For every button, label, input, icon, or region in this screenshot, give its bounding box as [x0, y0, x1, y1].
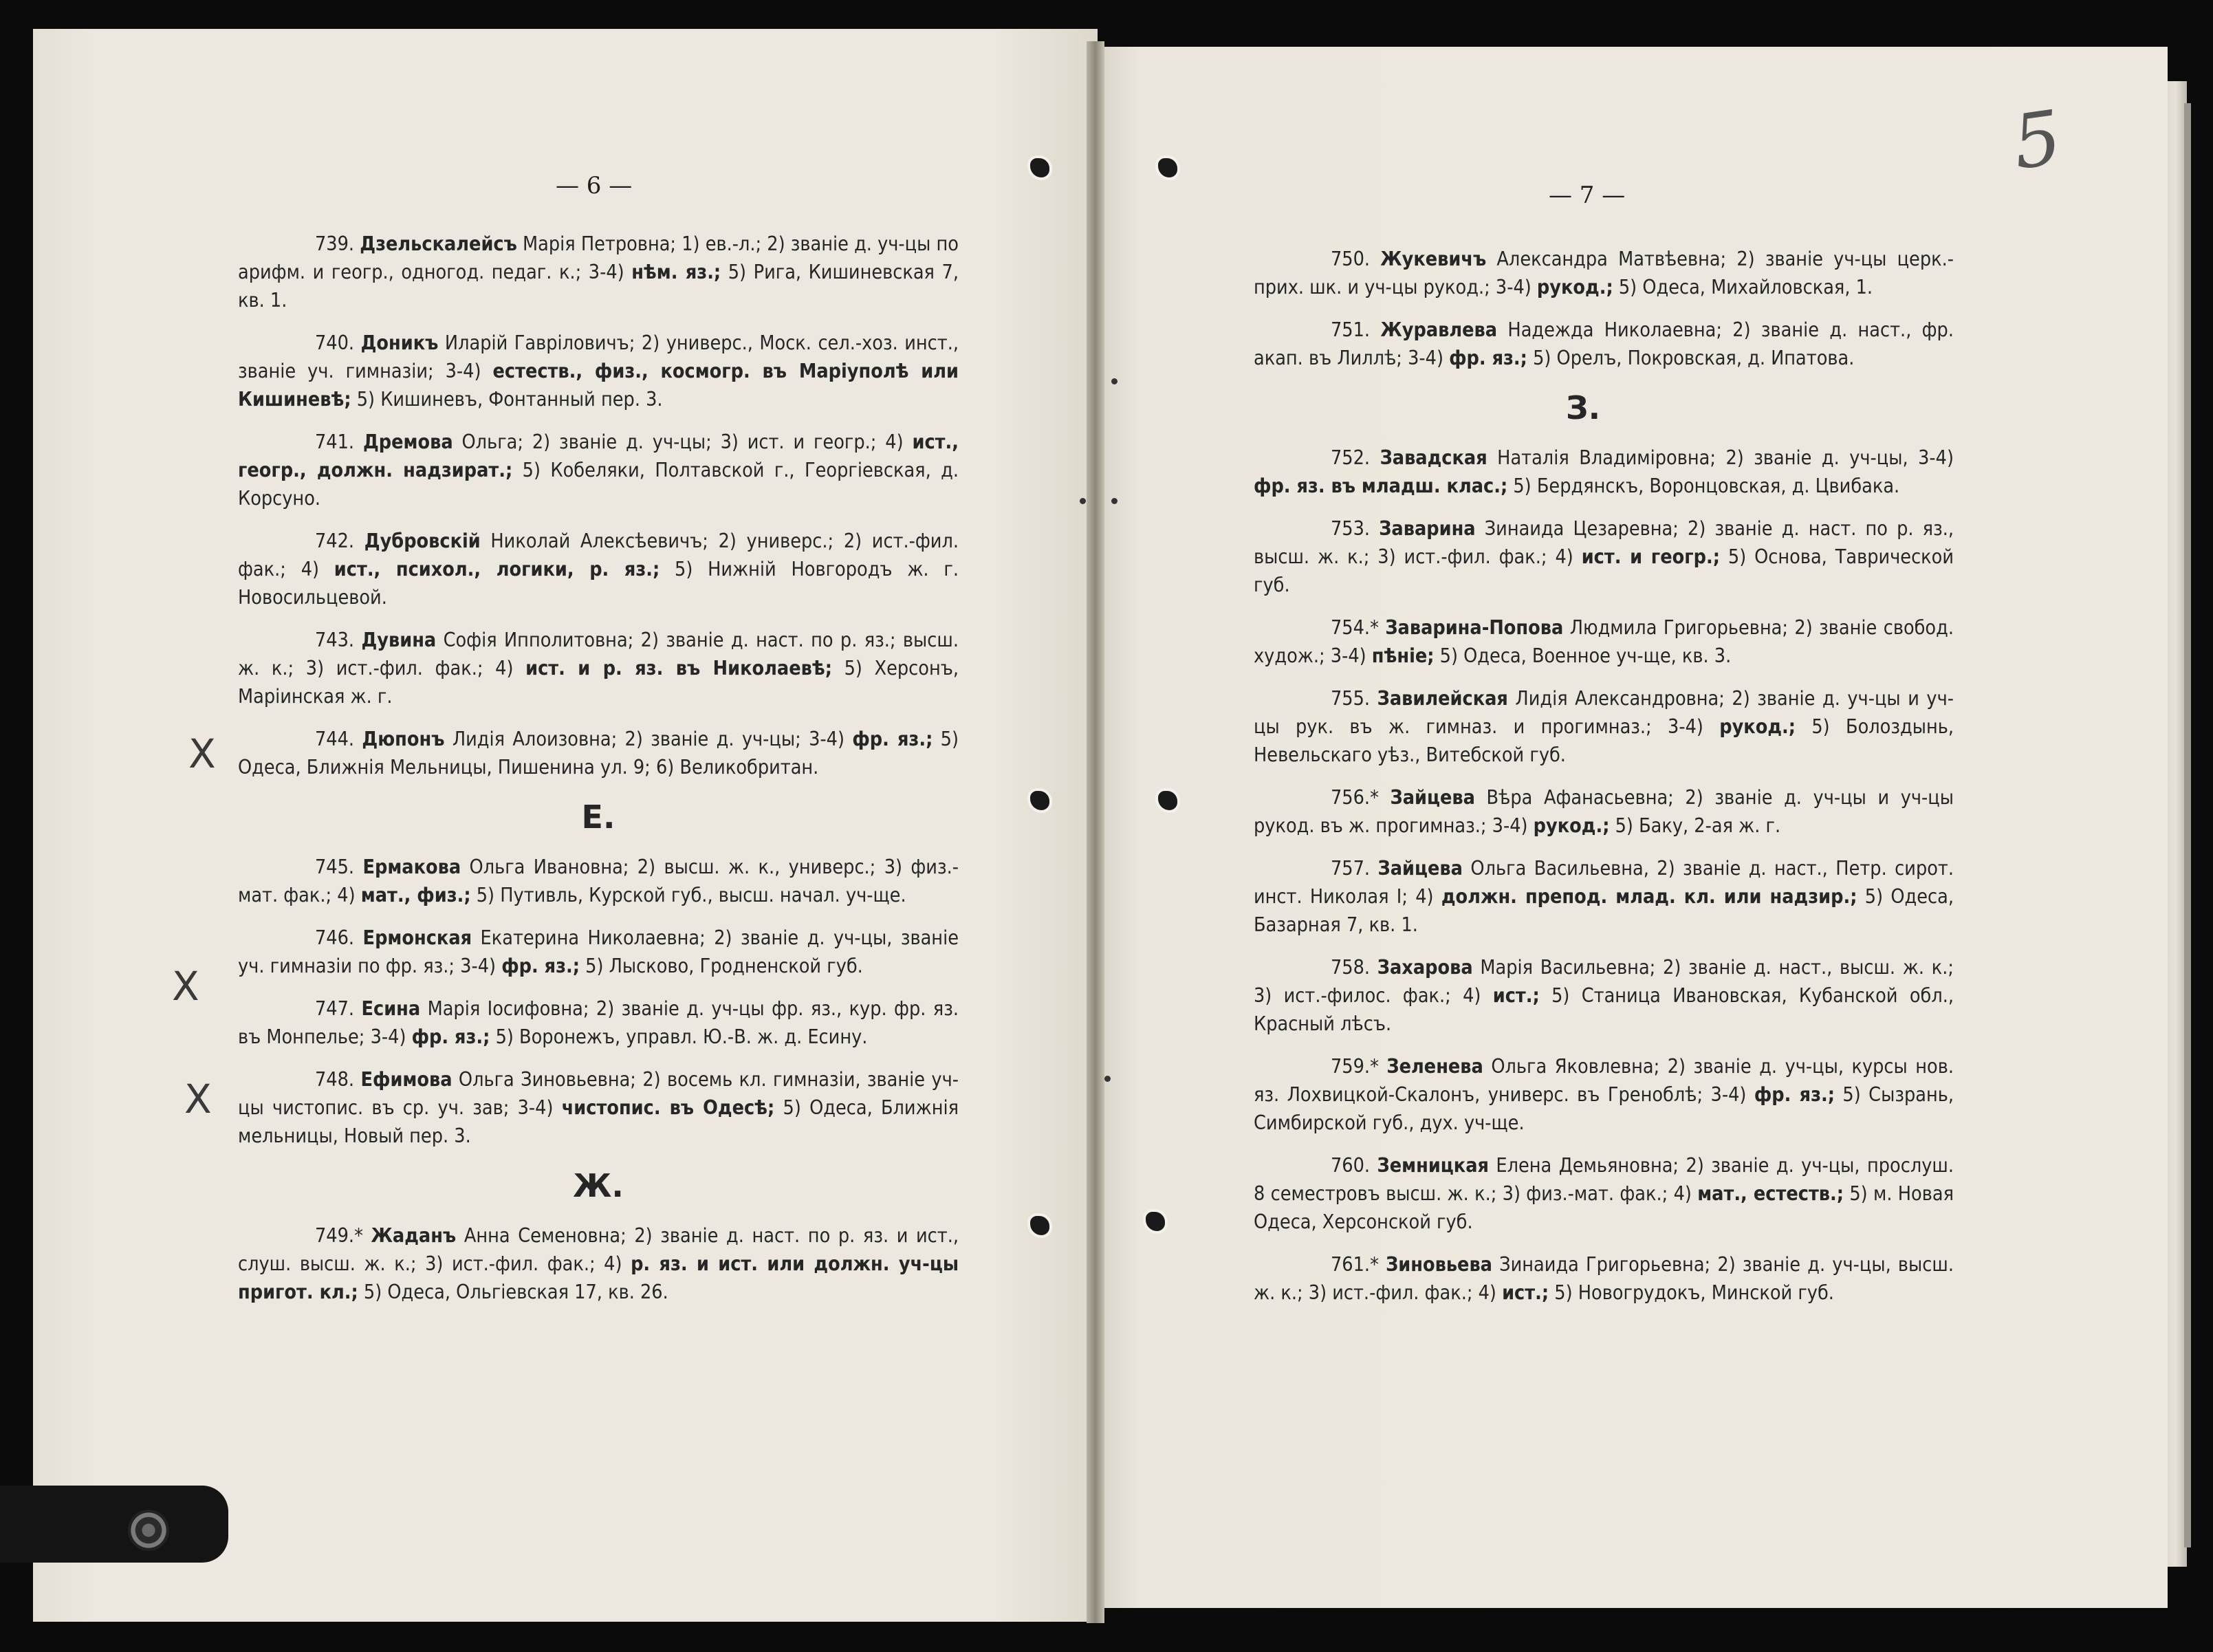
entry-address: 5) Лысково, Гродненской губ. — [580, 955, 863, 977]
entry-number: 743. — [315, 629, 355, 651]
entry-surname: Заварина-Попова — [1385, 616, 1564, 639]
section-heading-z: З. — [1566, 389, 1601, 426]
entry-surname: Ефимова — [360, 1068, 453, 1091]
entry-details: Марія Васильевна; 2) званіе д. наст., высш. ж. к.; 3) ист.-филос. фак.; 4) — [1254, 956, 1954, 1007]
entry-number: 757. — [1331, 857, 1371, 880]
entry-subjects: фр. яз.; — [1449, 347, 1527, 369]
entry-details: Надежда Николаевна; 2) званіе д. наст., фр. акап. въ Лиллѣ; 3-4) — [1254, 318, 1954, 369]
left-page-text-column — [238, 230, 959, 1320]
entry-address: 5) Одеса, Ближнія мельницы, Новый пер. 3. — [238, 1096, 959, 1147]
entry-surname: Зайцева — [1390, 786, 1475, 809]
entry-details: Зинаида Григорьевна; 2) званіе д. уч-цы, высш. ж. к.; 3) ист.-фил. фак.; 4) — [1254, 1253, 1954, 1304]
entry-subjects: мат., физ.; — [360, 884, 471, 906]
entry-address: 5) м. Новая Одеса, Херсонской губ. — [1254, 1182, 1954, 1233]
register-entry — [1254, 1250, 1954, 1307]
entry-subjects: фр. яз.; — [411, 1025, 490, 1048]
page-number-right: — 7 — — [1549, 182, 1626, 209]
entry-subjects: ист.; — [1502, 1281, 1549, 1304]
register-entry — [238, 230, 959, 314]
entry-number: 748. — [315, 1068, 355, 1091]
entry-subjects: фр. яз. въ младш. клас.; — [1254, 475, 1508, 497]
register-entry — [1254, 245, 1954, 301]
entry-details: Ольга; 2) званіе д. уч-цы; 3) ист. и геогр.; 4) — [453, 431, 913, 453]
entry-details: Наталія Владиміровна; 2) званіе д. уч-цы, 3-4) — [1487, 446, 1954, 469]
entry-number: 749.* — [315, 1224, 363, 1247]
entry-number: 761.* — [1331, 1253, 1379, 1276]
entry-details: Марія Петровна; 1) ев.-л.; 2) званіе д. уч-цы по арифм. и геогр., одногод. педаг. к.; 3-4) — [238, 232, 959, 283]
book-gutter — [1087, 41, 1104, 1623]
entry-address: 5) Путивль, Курской губ., высш. начал. уч-ще. — [470, 884, 906, 906]
entry-surname: Дувина — [361, 629, 437, 651]
entry-subjects: мат., естеств.; — [1697, 1182, 1844, 1205]
register-entry — [238, 428, 959, 512]
binding-dot — [1080, 498, 1086, 504]
binding-dot — [1111, 498, 1118, 504]
entry-address: 5) Баку, 2-ая ж. г. — [1609, 814, 1781, 837]
entry-subjects: рукод.; — [1536, 276, 1613, 298]
entry-number: 753. — [1331, 517, 1371, 540]
register-entry — [1254, 783, 1954, 840]
entry-subjects: р. яз. и ист. или должн. уч-цы пригот. кл.; — [238, 1252, 959, 1303]
entry-number: 755. — [1331, 687, 1371, 710]
section-heading-zh: Ж. — [573, 1167, 624, 1204]
entry-number: 741. — [315, 431, 355, 453]
entry-address: 5) Одеса, Ближнія Мельницы, Пишенина ул. 9; 6) Великобритан. — [238, 728, 959, 779]
entry-subjects: ист. и р. яз. въ Николаевѣ; — [525, 657, 832, 680]
entry-subjects: рукод.; — [1719, 715, 1796, 738]
entry-details: Ольга Васильевна, 2) званіе д. наст., Петр. сирот. инст. Николая I; 4) — [1254, 857, 1954, 908]
entry-surname: Дремова — [362, 431, 453, 453]
entry-address: 5) Основа, Таврической губ. — [1254, 545, 1954, 596]
entry-details: Екатерина Николаевна; 2) званіе д. уч-цы, званіе уч. гимназіи по фр. яз.; 3-4) — [238, 926, 959, 977]
entry-number: 752. — [1331, 446, 1371, 469]
entry-surname: Земницкая — [1377, 1154, 1489, 1177]
entry-subjects: ист., геогр., должн. надзират.; — [238, 431, 959, 481]
section-heading-e: Е. — [581, 798, 615, 836]
entry-details: Марія Іосифовна; 2) званіе д. уч-цы фр. яз., кур. фр. яз. въ Монпелье; 3-4) — [238, 997, 959, 1048]
entry-number: 754.* — [1331, 616, 1379, 639]
register-entry — [1254, 1151, 1954, 1236]
register-entry — [238, 1065, 959, 1150]
register-entry — [238, 626, 959, 710]
entry-details: Софія Ипполитовна; 2) званіе д. наст. по р. яз.; высш. ж. к.; 3) ист.-фил. фак.; 4) — [238, 629, 959, 680]
entry-subjects: нѣм. яз.; — [631, 261, 721, 283]
entry-details: Ольга Яковлевна; 2) званіе д. уч-цы, курсы нов. яз. Лохвицкой-Скалонъ, универс. въ Греноблѣ; 3-4) — [1254, 1055, 1954, 1106]
register-entry — [238, 853, 959, 909]
entry-subjects: фр. яз.; — [852, 728, 933, 750]
register-entry — [238, 1221, 959, 1306]
entry-surname: Зеленева — [1386, 1055, 1483, 1078]
right-page-text-column — [1254, 245, 1954, 1321]
binding-dot — [1104, 1076, 1111, 1082]
entry-details: Людмила Григорьевна; 2) званіе свобод. худож.; 3-4) — [1254, 616, 1954, 667]
entry-address: 5) Новогрудокъ, Минской губ. — [1549, 1281, 1834, 1304]
entry-surname: Жукевичъ — [1380, 248, 1487, 270]
entry-address: 5) Рига, Кишиневская 7, кв. 1. — [238, 261, 959, 312]
entry-details: Александра Матвѣевна; 2) званіе уч-цы церк.-прих. шк. и уч-цы рукод.; 3-4) — [1254, 248, 1954, 298]
register-entry — [1254, 316, 1954, 372]
entry-subjects: ист., психол., логики, р. яз.; — [334, 558, 660, 580]
entry-details: Лидія Алоизовна; 2) званіе д. уч-цы; 3-4) — [444, 728, 853, 750]
entry-surname: Завилейская — [1377, 687, 1508, 710]
entry-subjects: фр. яз.; — [501, 955, 580, 977]
entry-details: Ольга Ивановна; 2) высш. ж. к., универс.; 3) физ.-мат. фак.; 4) — [238, 856, 959, 906]
entry-surname: Журавлева — [1380, 318, 1498, 341]
entry-surname: Ермонская — [362, 926, 472, 949]
entry-details: Лидія Александровна; 2) званіе д. уч-цы и уч-цы рук. въ ж. гимназ. и прогимназ.; 3-4) — [1254, 687, 1954, 738]
entry-number: 750. — [1331, 248, 1371, 270]
entry-surname: Жаданъ — [371, 1224, 457, 1247]
register-entry — [238, 995, 959, 1051]
entry-surname: Зайцева — [1377, 857, 1463, 880]
entry-address: 5) Сызрань, Симбирской губ., дух. уч-ще. — [1254, 1083, 1954, 1134]
register-entry — [1254, 953, 1954, 1038]
binder-clip — [0, 1486, 228, 1563]
entry-address: 5) Одеса, Михайловская, 1. — [1613, 276, 1873, 298]
entry-address: 5) Воронежъ, управл. Ю.-В. ж. д. Есину. — [490, 1025, 868, 1048]
register-entry — [238, 527, 959, 611]
register-entry — [238, 329, 959, 413]
entry-details: Елена Демьяновна; 2) званіе д. уч-цы, прослуш. 8 семестровъ высш. ж. к.; 3) физ.-мат. фак.; 4) — [1254, 1154, 1954, 1205]
binding-dot — [1111, 378, 1118, 384]
entry-surname: Дюпонъ — [362, 728, 445, 750]
entry-number: 760. — [1331, 1154, 1371, 1177]
entry-address: 5) Кобеляки, Полтавской г., Георгіевская, д. Корсуно. — [238, 459, 959, 510]
entry-address: 5) Бердянскъ, Воронцовская, д. Цвибака. — [1507, 475, 1900, 497]
entry-subjects: пѣніе; — [1371, 644, 1435, 667]
entry-subjects: ист. и геогр.; — [1581, 545, 1720, 568]
register-entry — [1254, 514, 1954, 599]
entry-number: 756.* — [1331, 786, 1379, 809]
entry-address: 5) Одеса, Базарная 7, кв. 1. — [1254, 885, 1954, 936]
entry-details: Николай Алексѣевичъ; 2) универс.; 2) ист.-фил. фак.; 4) — [238, 530, 959, 580]
register-entry — [1254, 444, 1954, 500]
entry-details: Вѣра Афанасьевна; 2) званіе д. уч-цы и уч-цы рукод. въ ж. прогимназ.; 3-4) — [1254, 786, 1954, 837]
entry-address: 5) Одеса, Военное уч-ще, кв. 3. — [1434, 644, 1732, 667]
entry-number: 742. — [315, 530, 355, 552]
entry-address: 5) Херсонъ, Маріинская ж. г. — [238, 657, 959, 708]
entry-number: 745. — [315, 856, 355, 878]
margin-mark: X — [188, 730, 216, 777]
entry-number: 758. — [1331, 956, 1371, 979]
entry-address: 5) Нижній Новгородъ ж. г. Новосильцевой. — [238, 558, 959, 609]
entry-surname: Дубровскій — [364, 530, 481, 552]
entry-address: 5) Одеса, Ольгіевская 17, кв. 26. — [358, 1281, 668, 1303]
register-entry — [1254, 1052, 1954, 1137]
entry-address: 5) Станица Ивановская, Кубанской обл., Красный лѣсъ. — [1254, 984, 1954, 1035]
entry-surname: Доникъ — [360, 332, 439, 354]
entry-details: Иларій Гавріловичъ; 2) универс., Моск. сел.-хоз. инст., званіе уч. гимназіи; 3-4) — [238, 332, 959, 382]
entry-surname: Заварина — [1379, 517, 1476, 540]
entry-details: Ольга Зиновьевна; 2) восемь кл. гимназіи, званіе уч-цы чистопис. въ ср. уч. зав; 3-4) — [238, 1068, 959, 1119]
entry-surname: Захарова — [1377, 956, 1473, 979]
margin-mark: X — [184, 1076, 212, 1122]
register-entry — [238, 725, 959, 781]
page-stack-shadow — [2184, 103, 2191, 1547]
entry-address: 5) Болоздынь, Невельскаго уѣз., Витебской губ. — [1254, 715, 1954, 766]
entry-surname: Зиновьева — [1386, 1253, 1492, 1276]
register-entry — [238, 924, 959, 980]
entry-subjects: рукод.; — [1533, 814, 1610, 837]
entry-number: 744. — [315, 728, 355, 750]
entry-details: Анна Семеновна; 2) званіе д. наст. по р. яз. и ист., слуш. высш. ж. к.; 3) ист.-фил. фак.; 4) — [238, 1224, 959, 1275]
entry-subjects: ист.; — [1492, 984, 1540, 1007]
handwritten-folio-number: 5 — [2007, 94, 2067, 187]
entry-number: 759.* — [1331, 1055, 1379, 1078]
entry-surname: Есина — [361, 997, 421, 1020]
entry-number: 747. — [315, 997, 355, 1020]
entry-subjects: чистопис. въ Одесѣ; — [561, 1096, 775, 1119]
entry-surname: Дзельскалейсъ — [360, 232, 517, 255]
binder-clip-grommet — [128, 1510, 169, 1551]
entry-number: 751. — [1331, 318, 1371, 341]
page-number-left: — 6 — — [556, 172, 633, 199]
entry-number: 739. — [315, 232, 355, 255]
register-entry — [1254, 684, 1954, 769]
entry-number: 746. — [315, 926, 355, 949]
entry-surname: Ермакова — [362, 856, 461, 878]
entry-number: 740. — [315, 332, 355, 354]
entry-subjects: должн. препод. млад. кл. или надзир.; — [1441, 885, 1857, 908]
margin-mark: X — [172, 963, 199, 1010]
register-entry — [1254, 613, 1954, 670]
entry-subjects: естеств., физ., космогр. въ Маріуполѣ или Кишиневѣ; — [238, 360, 959, 411]
entry-surname: Завадская — [1380, 446, 1487, 469]
register-entry — [1254, 854, 1954, 939]
entry-address: 5) Орелъ, Покровская, д. Ипатова. — [1527, 347, 1855, 369]
entry-subjects: фр. яз.; — [1754, 1083, 1835, 1106]
entry-address: 5) Кишиневъ, Фонтанный пер. 3. — [351, 388, 663, 411]
entry-details: Зинаида Цезаревна; 2) званіе д. наст. по р. яз., высш. ж. к.; 3) ист.-фил. фак.; 4) — [1254, 517, 1954, 568]
